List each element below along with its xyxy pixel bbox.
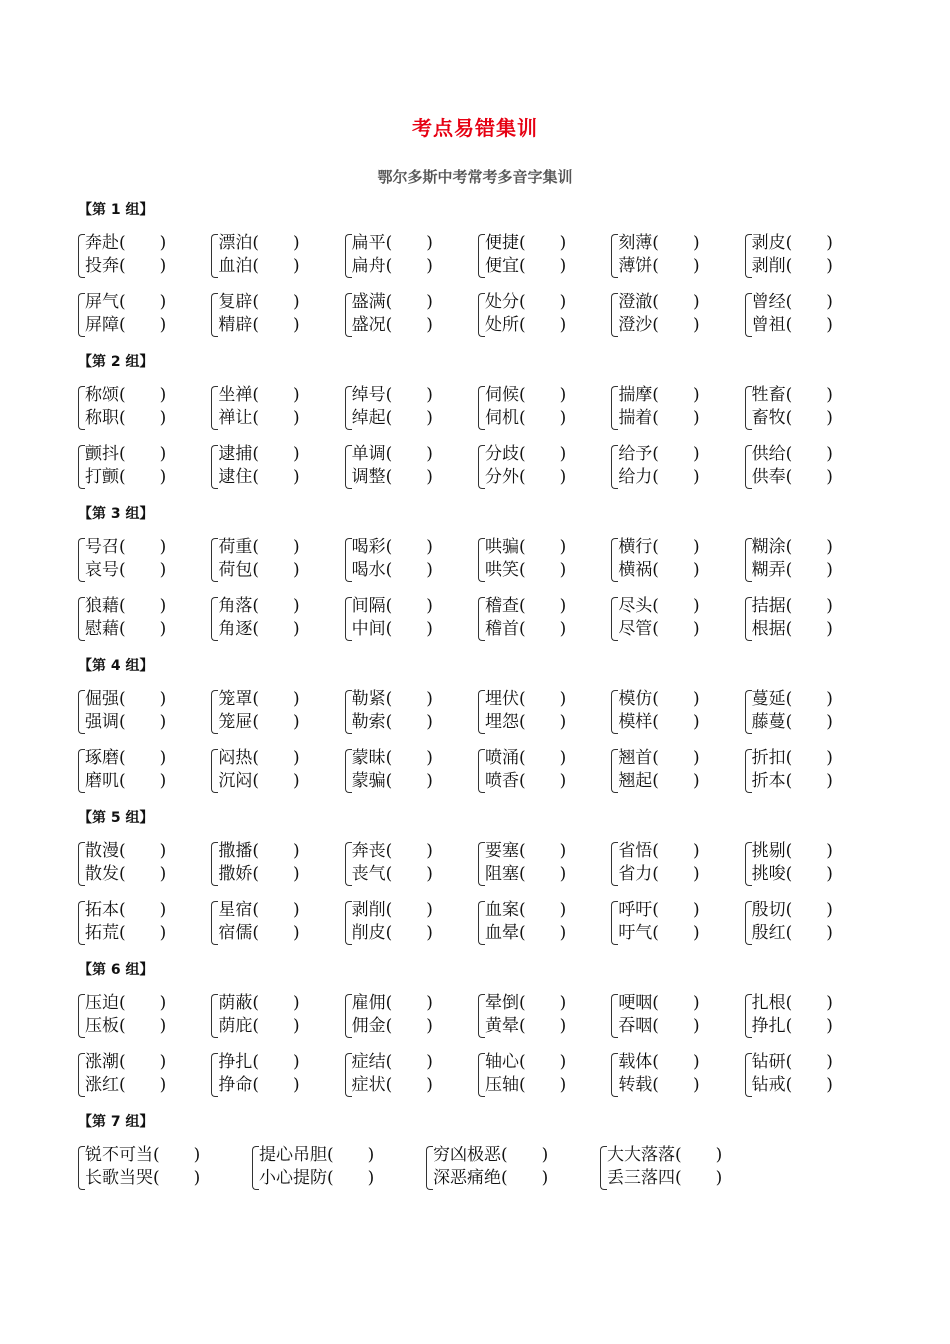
word-pair bbox=[211, 536, 344, 584]
word-item: 屏障( ) bbox=[85, 315, 167, 335]
word-item: 澄沙( ) bbox=[618, 315, 700, 335]
group-label: 【第 7 组】 bbox=[78, 1114, 154, 1130]
word-pair bbox=[345, 899, 478, 947]
word-item: 黄晕( ) bbox=[484, 1016, 567, 1036]
word-pair bbox=[745, 384, 878, 432]
word-item: 埋怨( ) bbox=[484, 712, 567, 732]
word-item: 轴心( ) bbox=[484, 1052, 567, 1072]
word-item: 勒索( ) bbox=[351, 712, 433, 732]
word-item: 哄笑( ) bbox=[484, 560, 567, 580]
word-pair bbox=[478, 291, 611, 339]
word-pair bbox=[745, 747, 878, 795]
word-pair-row bbox=[78, 595, 878, 643]
word-item: 荷重( ) bbox=[218, 537, 300, 557]
word-pair bbox=[345, 595, 478, 643]
word-item: 拓本( ) bbox=[85, 900, 167, 920]
word-item: 哽咽( ) bbox=[618, 993, 700, 1013]
word-pair bbox=[345, 536, 478, 584]
word-pair bbox=[611, 688, 744, 736]
word-item: 畜牧( ) bbox=[751, 408, 833, 428]
word-item: 揣摩( ) bbox=[618, 385, 700, 405]
word-pair bbox=[611, 899, 744, 947]
word-item: 逮住( ) bbox=[218, 467, 300, 487]
word-item: 挣扎( ) bbox=[218, 1052, 300, 1072]
word-item: 荫庇( ) bbox=[218, 1016, 300, 1036]
word-item: 荫蔽( ) bbox=[218, 993, 300, 1013]
word-pair bbox=[345, 992, 478, 1040]
word-item: 模样( ) bbox=[618, 712, 700, 732]
word-pair bbox=[478, 443, 611, 491]
word-pair bbox=[78, 1144, 252, 1192]
word-item: 模仿( ) bbox=[618, 689, 700, 709]
word-item: 血晕( ) bbox=[484, 923, 567, 943]
word-pair bbox=[211, 688, 344, 736]
word-item: 称职( ) bbox=[85, 408, 167, 428]
word-pair bbox=[211, 384, 344, 432]
word-item: 糊涂( ) bbox=[751, 537, 833, 557]
word-item: 尽管( ) bbox=[618, 619, 700, 639]
word-item: 涨潮( ) bbox=[85, 1052, 167, 1072]
word-item: 盛况( ) bbox=[351, 315, 433, 335]
group-label: 【第 2 组】 bbox=[78, 354, 154, 370]
word-item: 剥皮( ) bbox=[751, 233, 833, 253]
word-item: 宿儒( ) bbox=[218, 923, 300, 943]
word-item: 处所( ) bbox=[484, 315, 567, 335]
word-item: 翘起( ) bbox=[618, 771, 700, 791]
word-item: 闷热( ) bbox=[218, 748, 300, 768]
word-item: 蒙昧( ) bbox=[351, 748, 433, 768]
word-pair-row bbox=[78, 840, 878, 888]
word-pair bbox=[78, 291, 211, 339]
word-item: 喷涌( ) bbox=[484, 748, 567, 768]
word-item: 小心提防( ) bbox=[259, 1168, 375, 1188]
word-item: 精辟( ) bbox=[218, 315, 300, 335]
word-pair-row bbox=[78, 536, 878, 584]
word-pair bbox=[745, 992, 878, 1040]
word-item: 星宿( ) bbox=[218, 900, 300, 920]
word-pair bbox=[611, 1051, 744, 1099]
word-pair bbox=[611, 536, 744, 584]
word-item: 打颤( ) bbox=[85, 467, 167, 487]
group-label: 【第 1 组】 bbox=[78, 202, 154, 218]
word-pair bbox=[745, 291, 878, 339]
word-item: 雇佣( ) bbox=[351, 993, 433, 1013]
word-item: 压迫( ) bbox=[85, 993, 167, 1013]
word-item: 拮据( ) bbox=[751, 596, 833, 616]
word-item: 复辟( ) bbox=[218, 292, 300, 312]
word-pair bbox=[211, 291, 344, 339]
word-item: 刻薄( ) bbox=[618, 233, 700, 253]
word-item: 绰起( ) bbox=[351, 408, 433, 428]
word-item: 喷香( ) bbox=[484, 771, 567, 791]
word-item: 笼屉( ) bbox=[218, 712, 300, 732]
word-pair bbox=[345, 688, 478, 736]
word-item: 横祸( ) bbox=[618, 560, 700, 580]
word-item: 提心吊胆( ) bbox=[259, 1145, 375, 1165]
word-item: 便捷( ) bbox=[484, 233, 567, 253]
word-pair bbox=[78, 992, 211, 1040]
word-pair bbox=[478, 688, 611, 736]
word-pair bbox=[345, 840, 478, 888]
word-item: 哀号( ) bbox=[85, 560, 167, 580]
word-pair bbox=[611, 443, 744, 491]
word-pair bbox=[478, 1051, 611, 1099]
word-item: 投奔( ) bbox=[85, 256, 167, 276]
word-item: 削皮( ) bbox=[351, 923, 433, 943]
word-pair bbox=[745, 232, 878, 280]
word-item: 症状( ) bbox=[351, 1075, 433, 1095]
word-item: 吁气( ) bbox=[618, 923, 700, 943]
page-title: 考点易错集训 bbox=[412, 116, 538, 140]
word-pair bbox=[78, 595, 211, 643]
word-pair-row bbox=[78, 1144, 878, 1192]
word-item: 压板( ) bbox=[85, 1016, 167, 1036]
word-item: 磨叽( ) bbox=[85, 771, 167, 791]
word-item: 埋伏( ) bbox=[484, 689, 567, 709]
word-item: 给予( ) bbox=[618, 444, 700, 464]
word-item: 角逐( ) bbox=[218, 619, 300, 639]
word-item: 逮捕( ) bbox=[218, 444, 300, 464]
word-item: 撒播( ) bbox=[218, 841, 300, 861]
word-pair bbox=[478, 992, 611, 1040]
word-item: 挣扎( ) bbox=[751, 1016, 833, 1036]
word-pair bbox=[345, 1051, 478, 1099]
word-pair bbox=[478, 840, 611, 888]
word-item: 折扣( ) bbox=[751, 748, 833, 768]
word-pair bbox=[211, 840, 344, 888]
word-item: 要塞( ) bbox=[484, 841, 567, 861]
word-item: 号召( ) bbox=[85, 537, 167, 557]
word-pair-row bbox=[78, 899, 878, 947]
word-item: 颤抖( ) bbox=[85, 444, 167, 464]
word-pair bbox=[600, 1144, 774, 1192]
word-item: 稽查( ) bbox=[484, 596, 567, 616]
word-pair bbox=[745, 443, 878, 491]
word-item: 拓荒( ) bbox=[85, 923, 167, 943]
word-item: 深恶痛绝( ) bbox=[433, 1168, 549, 1188]
word-item: 省力( ) bbox=[618, 864, 700, 884]
word-item: 载体( ) bbox=[618, 1052, 700, 1072]
word-item: 散漫( ) bbox=[85, 841, 167, 861]
word-item: 压轴( ) bbox=[484, 1075, 567, 1095]
word-item: 勒紧( ) bbox=[351, 689, 433, 709]
word-item: 奔丧( ) bbox=[351, 841, 433, 861]
word-pair bbox=[211, 1051, 344, 1099]
word-item: 横行( ) bbox=[618, 537, 700, 557]
word-item: 曾经( ) bbox=[751, 292, 833, 312]
word-item: 喝彩( ) bbox=[351, 537, 433, 557]
word-item: 长歌当哭( ) bbox=[85, 1168, 201, 1188]
word-pair bbox=[478, 232, 611, 280]
word-pair bbox=[611, 291, 744, 339]
word-item: 涨红( ) bbox=[85, 1075, 167, 1095]
word-pair bbox=[478, 536, 611, 584]
word-item: 呼吁( ) bbox=[618, 900, 700, 920]
word-item: 供给( ) bbox=[751, 444, 833, 464]
word-item: 剥削( ) bbox=[351, 900, 433, 920]
word-item: 挑剔( ) bbox=[751, 841, 833, 861]
word-item: 中间( ) bbox=[351, 619, 433, 639]
word-item: 曾祖( ) bbox=[751, 315, 833, 335]
word-pair bbox=[78, 747, 211, 795]
word-item: 揣着( ) bbox=[618, 408, 700, 428]
word-item: 散发( ) bbox=[85, 864, 167, 884]
word-item: 沉闷( ) bbox=[218, 771, 300, 791]
word-pair-row bbox=[78, 232, 878, 280]
word-pair bbox=[345, 747, 478, 795]
word-item: 丢三落四( ) bbox=[607, 1168, 723, 1188]
word-item: 哄骗( ) bbox=[484, 537, 567, 557]
word-item: 症结( ) bbox=[351, 1052, 433, 1072]
word-item: 剥削( ) bbox=[751, 256, 833, 276]
word-pair bbox=[611, 992, 744, 1040]
word-item: 狼藉( ) bbox=[85, 596, 167, 616]
word-item: 阻塞( ) bbox=[484, 864, 567, 884]
word-item: 分歧( ) bbox=[484, 444, 567, 464]
word-pair bbox=[611, 232, 744, 280]
word-pair bbox=[478, 384, 611, 432]
word-pair bbox=[345, 291, 478, 339]
word-pair bbox=[745, 840, 878, 888]
word-item: 慰藉( ) bbox=[85, 619, 167, 639]
word-item: 扎根( ) bbox=[751, 993, 833, 1013]
word-item: 翘首( ) bbox=[618, 748, 700, 768]
word-pair bbox=[611, 840, 744, 888]
word-item: 坐禅( ) bbox=[218, 385, 300, 405]
word-item: 血泊( ) bbox=[218, 256, 300, 276]
word-item: 分外( ) bbox=[484, 467, 567, 487]
word-pair bbox=[78, 899, 211, 947]
word-item: 撒娇( ) bbox=[218, 864, 300, 884]
word-item: 绰号( ) bbox=[351, 385, 433, 405]
word-item: 血案( ) bbox=[484, 900, 567, 920]
word-item: 称颂( ) bbox=[85, 385, 167, 405]
word-item: 喝水( ) bbox=[351, 560, 433, 580]
word-item: 盛满( ) bbox=[351, 292, 433, 312]
word-pair bbox=[211, 992, 344, 1040]
word-item: 伺候( ) bbox=[484, 385, 567, 405]
word-item: 钻研( ) bbox=[751, 1052, 833, 1072]
word-item: 殷切( ) bbox=[751, 900, 833, 920]
word-item: 牲畜( ) bbox=[751, 385, 833, 405]
word-item: 便宜( ) bbox=[484, 256, 567, 276]
word-item: 根据( ) bbox=[751, 619, 833, 639]
word-item: 琢磨( ) bbox=[85, 748, 167, 768]
word-pair bbox=[78, 536, 211, 584]
word-item: 漂泊( ) bbox=[218, 233, 300, 253]
word-pair bbox=[345, 384, 478, 432]
word-pair-row bbox=[78, 747, 878, 795]
word-pair bbox=[478, 899, 611, 947]
group-label: 【第 3 组】 bbox=[78, 506, 154, 522]
group-label: 【第 5 组】 bbox=[78, 810, 154, 826]
word-pair bbox=[211, 232, 344, 280]
word-pair bbox=[426, 1144, 600, 1192]
word-pair bbox=[252, 1144, 426, 1192]
word-item: 丧气( ) bbox=[351, 864, 433, 884]
word-item: 挑唆( ) bbox=[751, 864, 833, 884]
word-pair-row bbox=[78, 992, 878, 1040]
word-pair bbox=[745, 899, 878, 947]
word-item: 尽头( ) bbox=[618, 596, 700, 616]
word-pair-row bbox=[78, 688, 878, 736]
word-item: 糊弄( ) bbox=[751, 560, 833, 580]
word-item: 笼罩( ) bbox=[218, 689, 300, 709]
word-pair bbox=[478, 747, 611, 795]
word-item: 挣命( ) bbox=[218, 1075, 300, 1095]
word-pair bbox=[345, 443, 478, 491]
word-item: 大大落落( ) bbox=[607, 1145, 723, 1165]
word-item: 钻戒( ) bbox=[751, 1075, 833, 1095]
word-item: 调整( ) bbox=[351, 467, 433, 487]
word-item: 处分( ) bbox=[484, 292, 567, 312]
word-pair bbox=[78, 1051, 211, 1099]
word-pair bbox=[78, 688, 211, 736]
word-pair bbox=[745, 1051, 878, 1099]
word-pair bbox=[211, 595, 344, 643]
word-pair bbox=[211, 443, 344, 491]
word-item: 转载( ) bbox=[618, 1075, 700, 1095]
word-item: 澄澈( ) bbox=[618, 292, 700, 312]
word-item: 间隔( ) bbox=[351, 596, 433, 616]
word-item: 单调( ) bbox=[351, 444, 433, 464]
exercise-groups bbox=[78, 198, 878, 1203]
word-item: 扁舟( ) bbox=[351, 256, 433, 276]
word-item: 给力( ) bbox=[618, 467, 700, 487]
word-pair-row bbox=[78, 384, 878, 432]
word-item: 藤蔓( ) bbox=[751, 712, 833, 732]
word-item: 角落( ) bbox=[218, 596, 300, 616]
word-item: 荷包( ) bbox=[218, 560, 300, 580]
word-item: 佣金( ) bbox=[351, 1016, 433, 1036]
word-item: 禅让( ) bbox=[218, 408, 300, 428]
word-pair-row bbox=[78, 443, 878, 491]
group-label: 【第 6 组】 bbox=[78, 962, 154, 978]
word-pair bbox=[345, 232, 478, 280]
word-item: 倔强( ) bbox=[85, 689, 167, 709]
word-pair-row bbox=[78, 291, 878, 339]
word-item: 殷红( ) bbox=[751, 923, 833, 943]
word-item: 晕倒( ) bbox=[484, 993, 567, 1013]
word-item: 锐不可当( ) bbox=[85, 1145, 201, 1165]
word-item: 奔赴( ) bbox=[85, 233, 167, 253]
word-item: 伺机( ) bbox=[484, 408, 567, 428]
word-pair bbox=[211, 899, 344, 947]
word-pair bbox=[78, 840, 211, 888]
word-item: 蒙骗( ) bbox=[351, 771, 433, 791]
group-label: 【第 4 组】 bbox=[78, 658, 154, 674]
word-item: 稽首( ) bbox=[484, 619, 567, 639]
word-pair bbox=[745, 595, 878, 643]
word-pair bbox=[611, 747, 744, 795]
word-pair bbox=[745, 536, 878, 584]
word-item: 折本( ) bbox=[751, 771, 833, 791]
word-item: 蔓延( ) bbox=[751, 689, 833, 709]
word-item: 穷凶极恶( ) bbox=[433, 1145, 549, 1165]
word-pair bbox=[78, 384, 211, 432]
word-pair bbox=[478, 595, 611, 643]
page-subtitle: 鄂尔多斯中考常考多音字集训 bbox=[377, 168, 573, 186]
word-pair bbox=[745, 688, 878, 736]
word-item: 供奉( ) bbox=[751, 467, 833, 487]
word-item: 强调( ) bbox=[85, 712, 167, 732]
word-pair bbox=[211, 747, 344, 795]
word-item: 吞咽( ) bbox=[618, 1016, 700, 1036]
word-item: 扁平( ) bbox=[351, 233, 433, 253]
word-pair bbox=[611, 595, 744, 643]
word-pair bbox=[78, 443, 211, 491]
word-item: 薄饼( ) bbox=[618, 256, 700, 276]
word-item: 省悟( ) bbox=[618, 841, 700, 861]
word-pair-row bbox=[78, 1051, 878, 1099]
word-pair bbox=[611, 384, 744, 432]
word-pair bbox=[78, 232, 211, 280]
word-item: 屏气( ) bbox=[85, 292, 167, 312]
